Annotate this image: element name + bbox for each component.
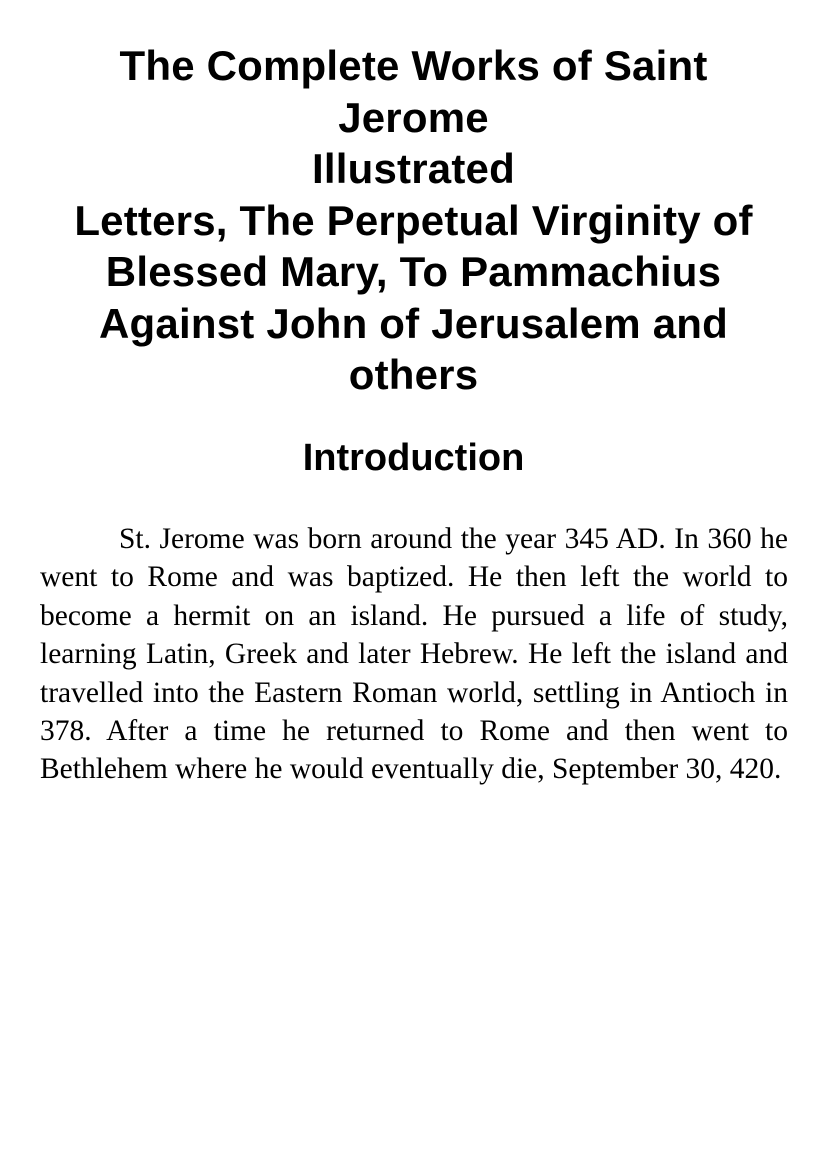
title-line: The Complete Works of Saint xyxy=(119,42,708,89)
title-line: Letters, The Perpetual Virginity of xyxy=(74,196,753,244)
book-title xyxy=(40,40,787,401)
title-line: Illustrated xyxy=(312,145,515,192)
section-heading: Introduction xyxy=(302,437,525,479)
title-line: others xyxy=(348,351,479,398)
title-line: Jerome xyxy=(338,93,489,141)
introduction-paragraph: St. Jerome was born around the year 345 AD. In 360 he went to Rome and was baptized. He then left the world to become a hermit on an island. He pursued a life of study, learning Latin, Greek and later Hebrew. He left the island and travelled into the Eastern Roman world, settling in Antioch in 378. After a time he returned to Rome and then went to Bethlehem where he would eventually die, September 30, 420. xyxy=(40,523,788,786)
title-line: Against John of Jerusalem and xyxy=(99,299,728,347)
title-line: Blessed Mary, To Pammachius xyxy=(105,248,722,295)
